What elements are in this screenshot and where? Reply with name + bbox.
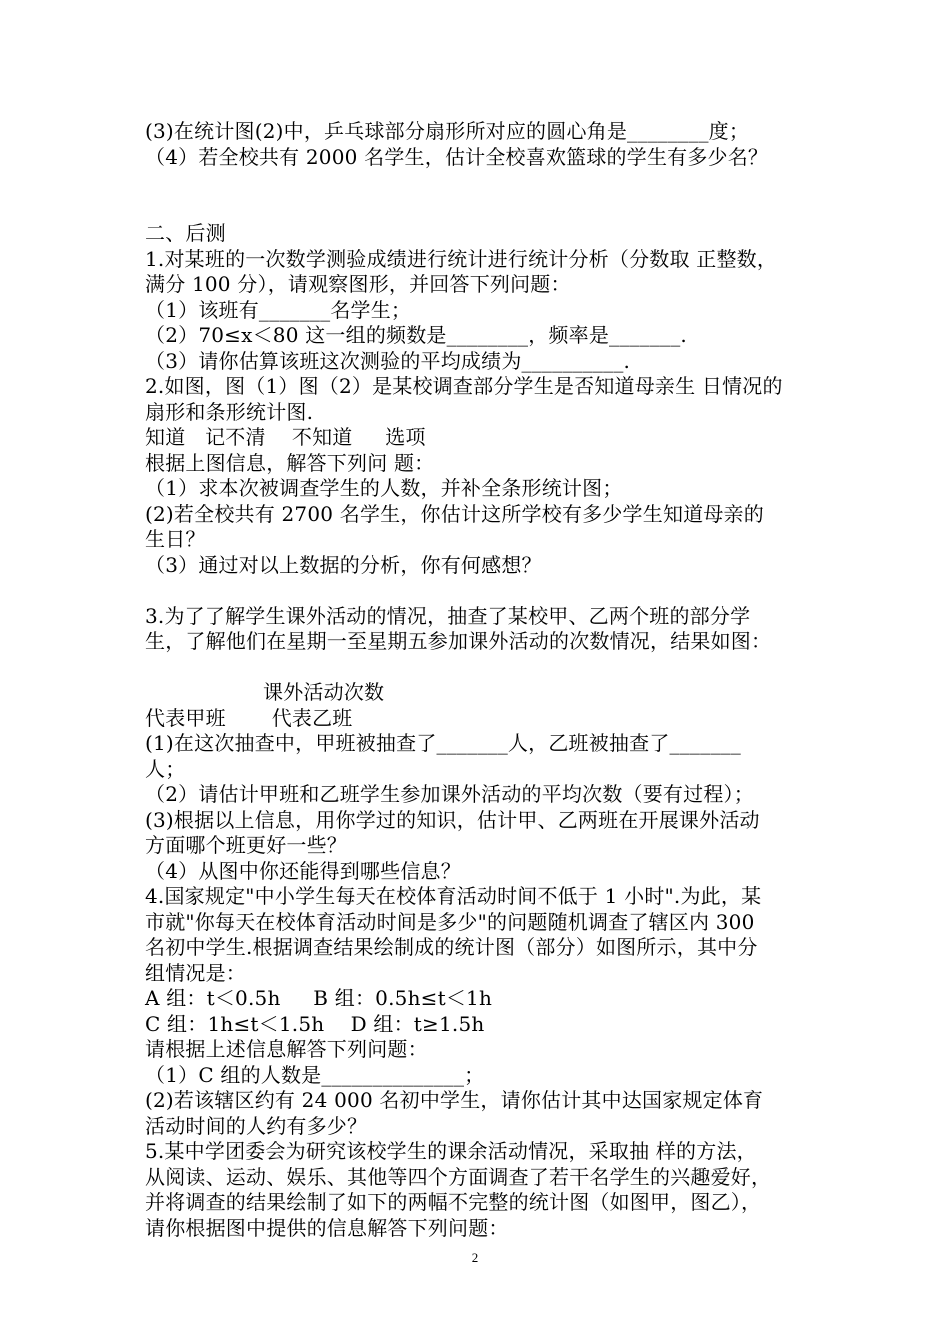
text-line: 请你根据图中提供的信息解答下列问题：: [145, 1215, 509, 1240]
text-line: （4）若全校共有 2000 名学生，估计全校喜欢篮球的学生有多少名？: [145, 144, 769, 169]
text-line: （3）通过对以上数据的分析，你有何感想？: [145, 552, 542, 577]
text-line: (3)在统计图(2)中，乒乓球部分扇形所对应的圆心角是________度；: [145, 119, 750, 143]
text-line: (1)在这次抽查中，甲班被抽查了_______人，乙班被抽查了_______: [145, 731, 741, 755]
text-line: 知道 记不清 不知道 选项: [145, 425, 426, 449]
text-line: (2)若全校共有 2700 名学生，你估计这所学校有多少学生知道母亲的: [145, 501, 764, 526]
text-line: 3.为了了解学生课外活动的情况，抽查了某校甲、乙两个班的部分学: [145, 603, 751, 628]
text-line: A 组：t＜0.5h B 组：0.5h≤t＜1h: [145, 986, 493, 1010]
text-line: 课外活动次数: [145, 680, 385, 704]
text-line: 满分 100 分），请观察图形，并回答下列问题：: [145, 272, 571, 296]
text-line: 4.国家规定"中小学生每天在校体育活动时间不低于 1 小时".为此，某: [145, 884, 762, 908]
document-body: [145, 119, 825, 1241]
text-line: 方面哪个班更好一些？: [145, 833, 347, 857]
text-line: （2）70≤x＜80 这一组的频数是________，频率是_______.: [145, 323, 687, 347]
text-line: 请根据上述信息解答下列问题：: [145, 1037, 428, 1061]
text-line: 组情况是：: [145, 960, 246, 985]
text-line: 5.某中学团委会为研究该校学生的课余活动情况，采取抽 样的方法，: [145, 1139, 757, 1163]
text-line: 扇形和条形统计图.: [145, 399, 314, 424]
text-line: (2)若该辖区约有 24 000 名初中学生，请你估计其中达国家规定体育: [145, 1088, 764, 1112]
text-line: 从阅读、运动、娱乐、其他等四个方面调查了若干名学生的兴趣爱好，: [145, 1164, 772, 1189]
text-line: C 组：1h≤t＜1.5h D 组：t≥1.5h: [145, 1011, 485, 1036]
text-line: 二、后测: [145, 221, 226, 245]
text-line: 生，了解他们在星期一至星期五参加课外活动的次数情况，结果如图：: [145, 629, 772, 653]
text-line: 活动时间的人约有多少？: [145, 1113, 368, 1138]
text-line: 市就"你每天在校体育活动时间是多少"的问题随机调查了辖区内 300: [145, 909, 755, 934]
page-number: 2: [471, 1250, 479, 1265]
text-line: （3）请你估算该班这次测验的平均成绩为__________.: [145, 348, 631, 373]
text-line: （4）从图中你还能得到哪些信息？: [145, 858, 461, 883]
text-line: 2.如图，图（1）图（2）是某校调查部分学生是否知道母亲生 日情况的: [145, 374, 783, 398]
text-line: （1）C 组的人数是______________；: [145, 1062, 485, 1087]
text-line: （2）请估计甲班和乙班学生参加课外活动的平均次数（要有过程）；: [145, 782, 754, 806]
text-line: 根据上图信息，解答下列问 题：: [145, 450, 435, 475]
text-line: 代表甲班 代表乙班: [145, 705, 353, 730]
text-line: [145, 170, 825, 196]
text-line: 名初中学生.根据调查结果绘制成的统计图（部分）如图所示，其中分: [145, 935, 758, 959]
text-line: [145, 578, 825, 604]
text-line: 生日？: [145, 527, 206, 551]
text-line: [145, 196, 825, 222]
text-line: [145, 655, 825, 681]
text-line: 1.对某班的一次数学测验成绩进行统计进行统计分析（分数取 正整数，: [145, 246, 778, 271]
text-line: 人；: [145, 756, 186, 781]
text-line: (3)根据以上信息，用你学过的知识，估计甲、乙两班在开展课外活动: [145, 807, 760, 832]
text-line: （1）求本次被调查学生的人数，并补全条形统计图；: [145, 476, 623, 500]
text-line: （1）该班有_______名学生；: [145, 297, 412, 322]
text-line: 并将调查的结果绘制了如下的两幅不完整的统计图（如图甲，图乙），: [145, 1190, 762, 1214]
